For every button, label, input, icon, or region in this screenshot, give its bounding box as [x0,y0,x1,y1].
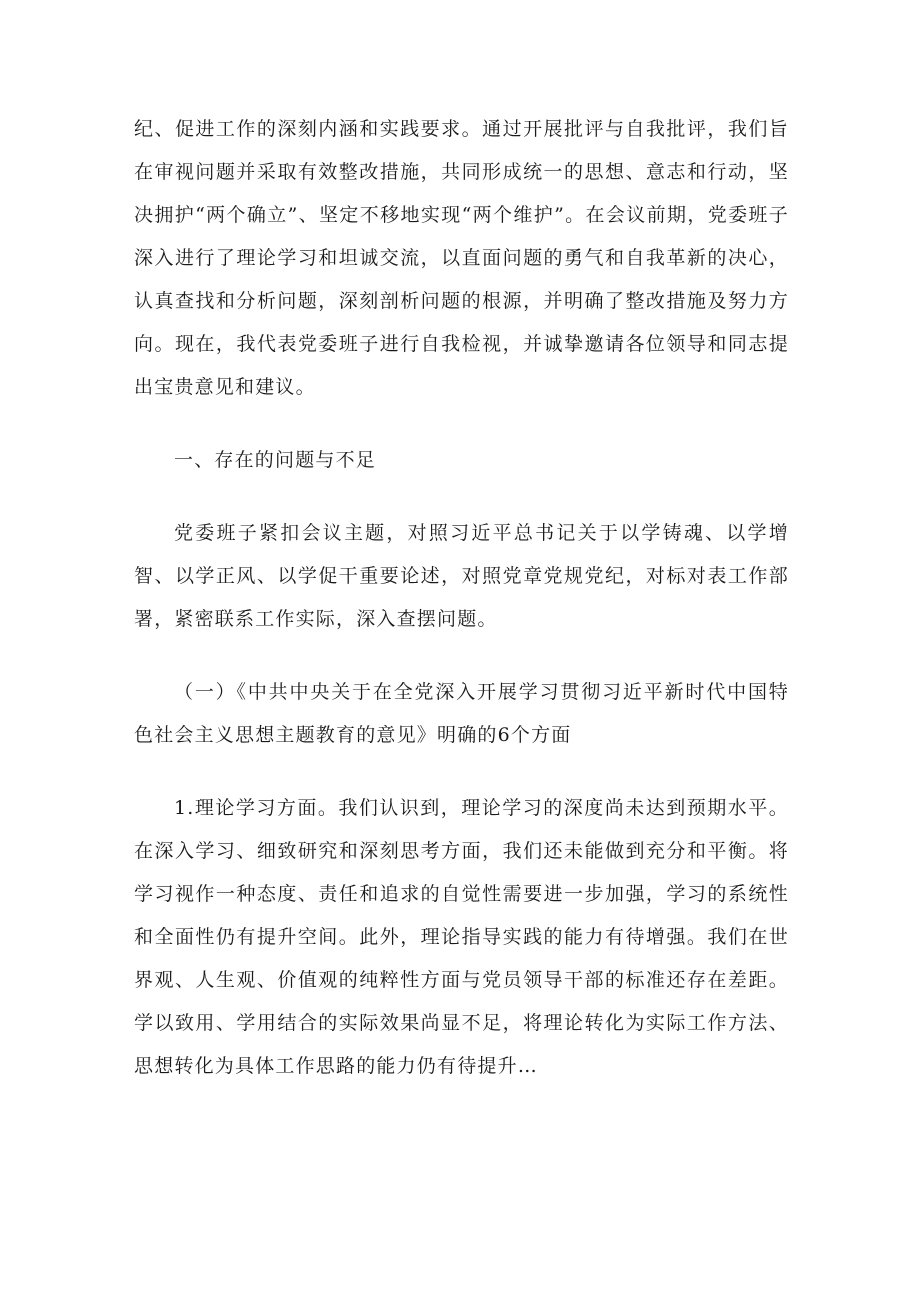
paragraph-review-overview: 党委班子紧扣会议主题，对照习近平总书记关于以学铸魂、以学增智、以学正风、以学促干重要论述，对照党章党规党纪，对标对表工作部署，紧密联系工作实际，深入查摆问题。 [134,522,789,630]
section-heading-problems: 一、存在的问题与不足 [174,449,377,471]
document-body [134,108,789,1088]
subsection-heading-six-aspects: （一）《中共中央关于在全党深入开展学习贯彻习近平新时代中国特色社会主义思想主题教育的意见》明确的6个方面 [134,681,789,746]
paragraph-intro-continued: 纪、促进工作的深刻内涵和实践要求。通过开展批评与自我批评，我们旨在审视问题并采取有效整改措施，共同形成统一的思想、意志和行动，坚决拥护“两个确立”、坚定不移地实现“两个维护”。在会议前期，党委班子深入进行了理论学习和坦诚交流，以直面问题的勇气和自我革新的决心，认真查找和分析问题，深刻剖析问题的根源，并明确了整改措施及努力方向。现在，我代表党委班子进行自我检视，并诚挚邀请各位领导和同志提出宝贵意见和建议。 [134,118,789,398]
paragraph-theory-study: 1.理论学习方面。我们认识到，理论学习的深度尚未达到预期水平。在深入学习、细致研究和深刻思考方面，我们还未能做到充分和平衡。将学习视作一种态度、责任和追求的自觉性需要进一步加强，学习的系统性和全面性仍有提升空间。此外，理论指导实践的能力有待增强。我们在世界观、人生观、价值观的纯粹性方面与党员领导干部的标准还存在差距。学以致用、学用结合的实际效果尚显不足，将理论转化为实际工作方法、思想转化为具体工作思路的能力仍有待提升… [134,797,789,1077]
